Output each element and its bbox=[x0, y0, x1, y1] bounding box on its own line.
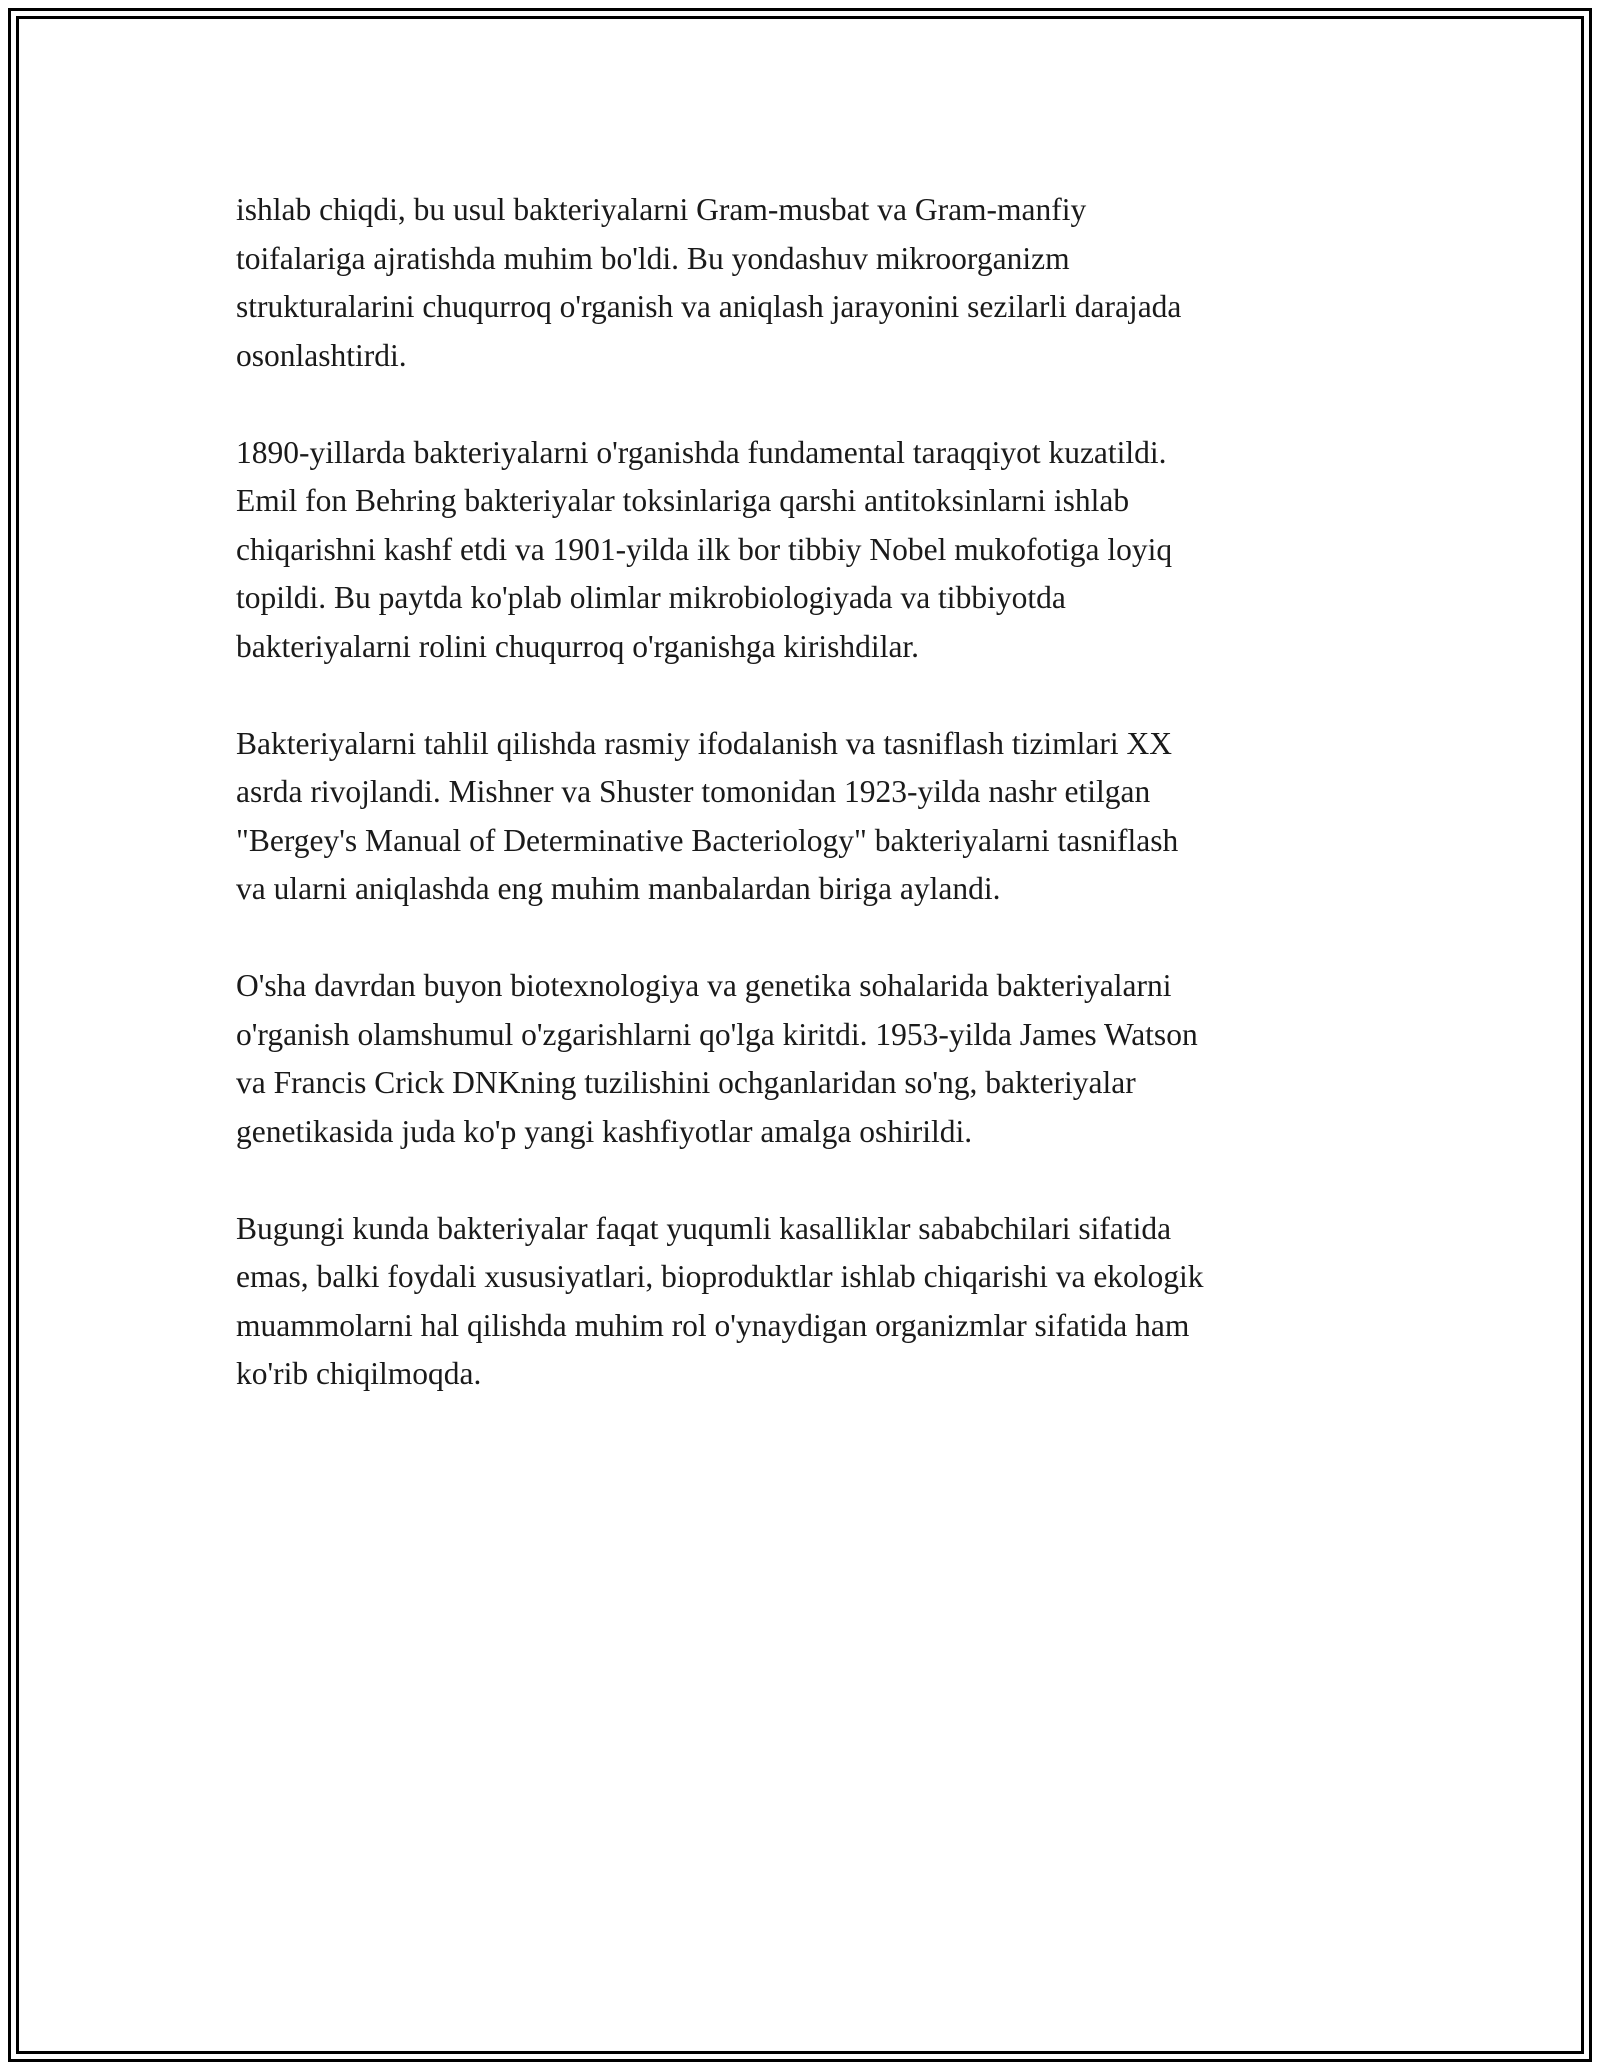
paragraph-4: O'sha davrdan buyon biotexnologiya va genetika sohalarida bakteriyalarni o'rganish olamshumul o'zgarishlarni qo'lga kiritdi. 1953-yilda James Watson va Francis Crick DNKning tuzilishini ochganlaridan so'ng, bakteriyalar genetikasida juda ko'p yangi kashfiyotlar amalga oshirildi. bbox=[236, 968, 1198, 1149]
document-body bbox=[236, 186, 1370, 1447]
paragraph-1: ishlab chiqdi, bu usul bakteriyalarni Gram-musbat va Gram-manfiy toifalariga ajratishda muhim bo'ldi. Bu yondashuv mikroorganizm strukturalarini chuqurroq o'rganish va aniqlash jarayonini sezilarli darajada osonlashtirdi. bbox=[236, 192, 1182, 373]
paragraph-2: 1890-yillarda bakteriyalarni o'rganishda fundamental taraqqiyot kuzatildi. Emil fon Behring bakteriyalar toksinlariga qarshi antitoksinlarni ishlab chiqarishni kashf etdi va 1901-yilda ilk bor tibbiy Nobel mukofotiga loyiq topildi. Bu paytda ko'plab olimlar mikrobiologiyada va tibbiyotda bakteriyalarni rolini chuqurroq o'rganishga kirishdilar. bbox=[236, 434, 1173, 664]
paragraph-3: Bakteriyalarni tahlil qilishda rasmiy ifodalanish va tasniflash tizimlari XX asrda rivojlandi. Mishner va Shuster tomonidan 1923-yilda nashr etilgan "Bergey's Manual of Determinative Bacteriology" bakteriyalarni tasniflash va ularni aniqlashda eng muhim manbalardan biriga aylandi. bbox=[236, 725, 1179, 906]
paragraph-5: Bugungi kunda bakteriyalar faqat yuqumli kasalliklar sababchilari sifatida emas, balki foydali xususiyatlari, bioproduktlar ishlab chiqarishi va ekologik muammolarni hal qilishda muhim rol o'ynaydigan organizmlar sifatida ham ko'rib chiqilmoqda. bbox=[236, 1210, 1204, 1391]
